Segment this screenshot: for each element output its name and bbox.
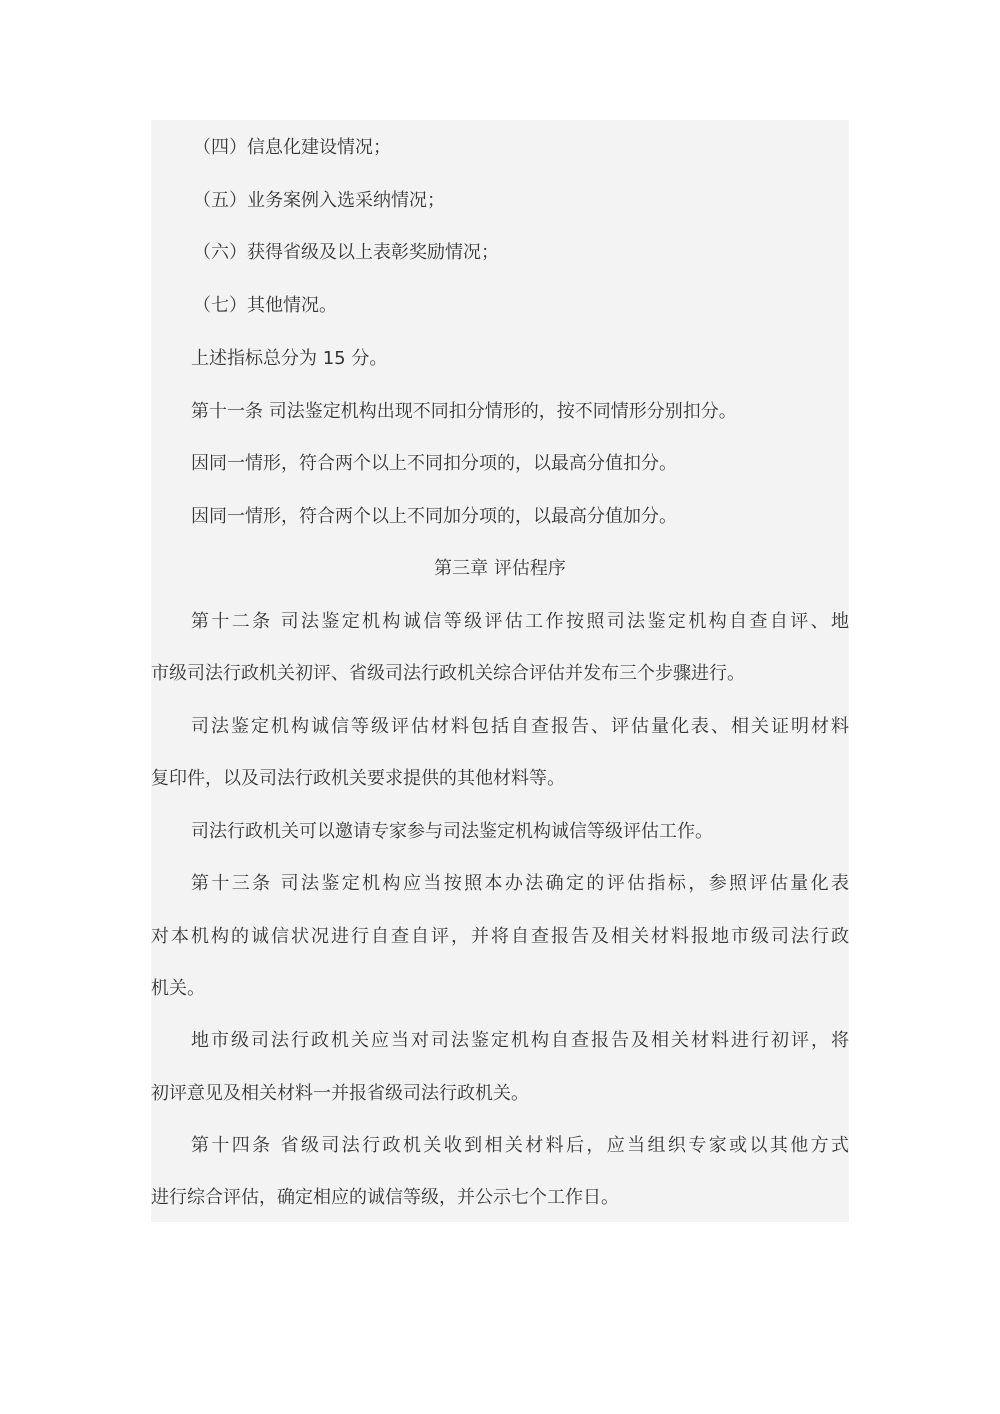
paragraph-experts: 司法行政机关可以邀请专家参与司法鉴定机构诚信等级评估工作。 [191,821,713,842]
preliminary-review-line-2: 初评意见及相关材料一并报省级司法行政机关。 [151,1083,529,1104]
article-11: 第十一条 司法鉴定机构出现不同扣分情形的，按不同情形分别扣分。 [191,401,737,422]
list-item-5: （五）业务案例入选采纳情况； [193,190,445,211]
article-13-line-1: 第十三条 司法鉴定机构应当按照本办法确定的评估指标，参照评估量化表 [191,873,849,894]
paragraph-deduction-rule: 因同一情形，符合两个以上不同扣分项的，以最高分值扣分。 [191,453,677,474]
article-14-line-1: 第十四条 省级司法行政机关收到相关材料后，应当组织专家或以其他方式 [191,1135,849,1156]
materials-line-1: 司法鉴定机构诚信等级评估材料包括自查报告、评估量化表、相关证明材料 [191,716,849,737]
paragraph-addition-rule: 因同一情形，符合两个以上不同加分项的，以最高分值加分。 [191,506,677,527]
article-13-line-3: 机关。 [151,978,205,999]
list-item-7: （七）其他情况。 [193,295,337,316]
article-12-line-1: 第十二条 司法鉴定机构诚信等级评估工作按照司法鉴定机构自查自评、地 [191,611,849,632]
list-item-6: （六）获得省级及以上表彰奖励情况； [193,242,499,263]
list-item-4: （四）信息化建设情况； [193,137,391,158]
paragraph-total-score: 上述指标总分为 15 分。 [191,348,388,369]
article-14-line-2: 进行综合评估，确定相应的诚信等级，并公示七个工作日。 [151,1187,619,1208]
preliminary-review-line-1: 地市级司法行政机关应当对司法鉴定机构自查报告及相关材料进行初评，将 [191,1030,849,1051]
materials-line-2: 复印件，以及司法行政机关要求提供的其他材料等。 [151,768,565,789]
chapter-heading: 第三章 评估程序 [434,558,566,579]
document-page [151,120,849,1222]
article-13-line-2: 对本机构的诚信状况进行自查自评，并将自查报告及相关材料报地市级司法行政 [151,926,849,947]
article-12-line-2: 市级司法行政机关初评、省级司法行政机关综合评估并发布三个步骤进行。 [151,663,745,684]
